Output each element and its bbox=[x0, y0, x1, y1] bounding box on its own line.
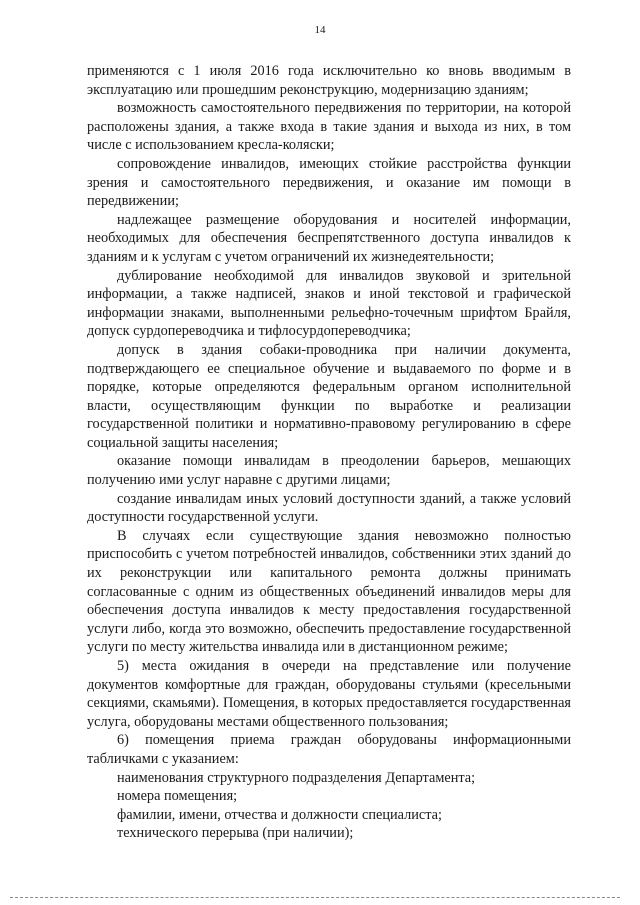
list-item-department-name: наименования структурного подразделения Департамента; bbox=[117, 769, 476, 786]
list-item-specialist: фамилии, имени, отчества и должности специалиста; bbox=[117, 806, 442, 823]
page-number: 14 bbox=[314, 24, 326, 36]
paragraph-information-duplication: дублирование необходимой для инвалидов звуковой и зрительной информации, а также надписей, знаков и иной текстовой и графической информации знаками, выполненными рельефно-точечным шрифтом Брайля, допуск сурдопереводчика и тифлосурдопереводчика; bbox=[87, 267, 571, 340]
paragraph-guide-dog: допуск в здания собаки-проводника при наличии документа, подтверждающего ее специальное обучение и выдаваемого по форме и в порядке, которые определяются федеральным органом исполнительной власти, осуществляющим функции по выработке и реализации государственной политики и нормативно-правовому регулированию в сфере социальной защиты населения; bbox=[87, 341, 571, 451]
list-item-technical-break: технического перерыва (при наличии); bbox=[117, 825, 354, 842]
list-item-room-number: номера помещения; bbox=[117, 788, 238, 805]
paragraph-equipment-placement: надлежащее размещение оборудования и носителей информации, необходимых для обеспечения беспрепятственного доступа инвалидов к зданиям и к услугам с учетом ограничений их жизнедеятельности; bbox=[87, 211, 571, 265]
document-body bbox=[87, 62, 571, 843]
paragraph-barrier-assistance: оказание помощи инвалидам в преодолении барьеров, мешающих получению ими услуг наравне с другими лицами; bbox=[87, 453, 571, 489]
paragraph-reception-rooms: 6) помещения приема граждан оборудованы информационными табличками с указанием: bbox=[87, 732, 571, 767]
paragraph-other-conditions: создание инвалидам иных условий доступности зданий, а также условий доступности государственной услуги. bbox=[87, 490, 571, 526]
scan-edge-line bbox=[10, 897, 620, 898]
paragraph-free-movement: возможность самостоятельного передвижения по территории, на которой расположены здания, а также входа в такие здания и выхода из них, в том числе с использованием кресла-коляски; bbox=[87, 100, 571, 154]
paragraph-escort: сопровождение инвалидов, имеющих стойкие расстройства функции зрения и самостоятельного передвижения, и оказание им помощи в передвижении; bbox=[87, 155, 571, 210]
paragraph-existing-buildings: В случаях если существующие здания невозможно полностью приспособить с учетом потребностей инвалидов, собственники этих зданий до их реконструкции или капитального ремонта должны принимать согласованные с одним из общественных объединений инвалидов меры для обеспечения доступа инвалидов к месту предоставления государственной услуги либо, когда это возможно, обеспечить предоставление государственной услуги по месту жительства инвалида или в дистанционном режиме; bbox=[87, 527, 571, 656]
paragraph-waiting-areas: 5) места ожидания в очереди на представление или получение документов комфортные для граждан, оборудованы стульями (кресельными секциями, скамьями). Помещения, в которых предоставляется государственная услуга, оборудованы местами общественного пользования; bbox=[87, 658, 571, 730]
paragraph-continued: применяются с 1 июля 2016 года исключительно ко вновь вводимым в эксплуатацию или прошедшим реконструкцию, модернизацию зданиям; bbox=[87, 63, 571, 98]
